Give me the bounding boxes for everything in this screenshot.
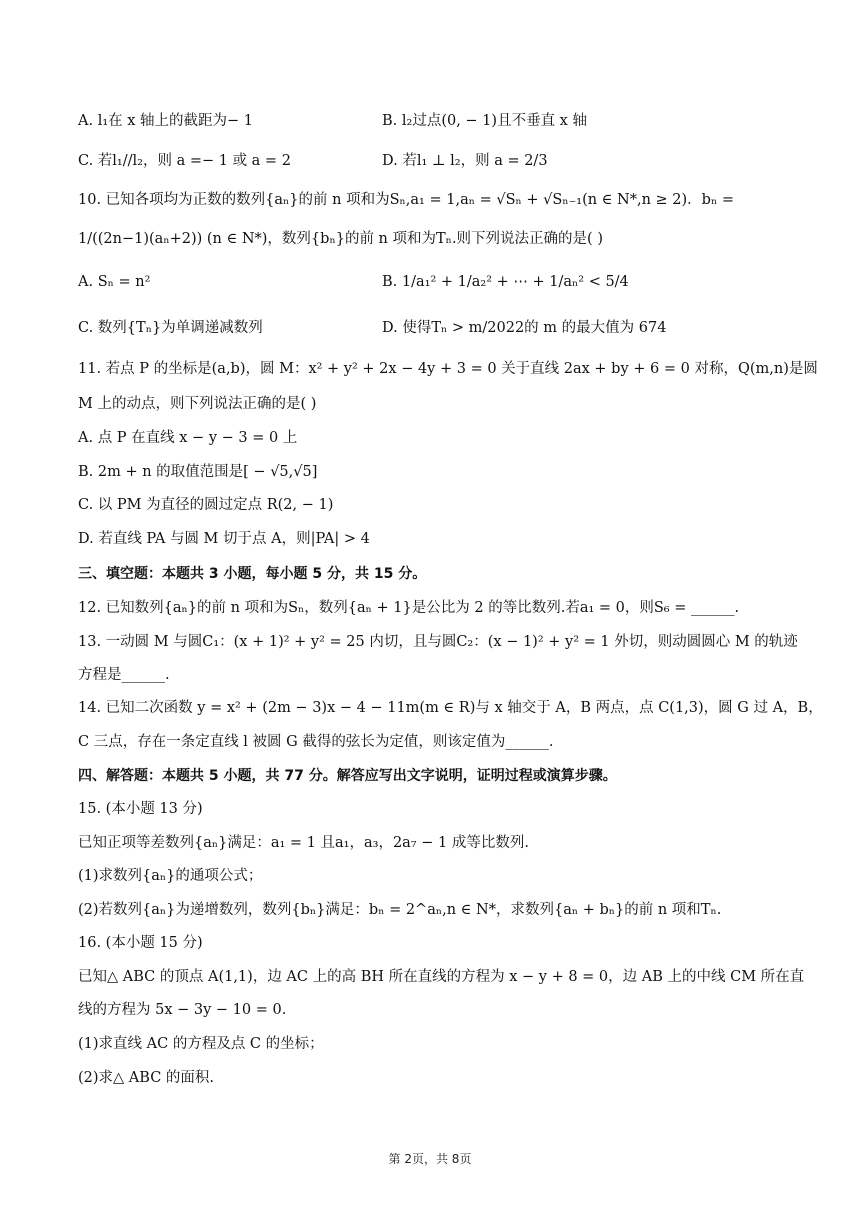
page-footer: 第 2页，共 8页 <box>388 1152 472 1166</box>
q9-option-d: D. 若l₁ ⊥ l₂，则 a = 2/3 <box>382 153 548 169</box>
q10-option-d: D. 使得Tₙ > m/2022的 m 的最大值为 674 <box>382 320 667 336</box>
q16-part1: (1)求直线 AC 的方程及点 C 的坐标； <box>78 1036 324 1052</box>
q11-option-b: B. 2m + n 的取值范围是[ − √5,√5] <box>78 464 318 480</box>
q13-line2: 方程是______. <box>78 667 170 683</box>
q15-header: 15. (本小题 13 分) <box>78 801 203 817</box>
q15-part2: (2)若数列{aₙ}为递增数列，数列{bₙ}满足：bₙ = 2^aₙ,n ∈ N*，求数列{aₙ + bₙ}的前 n 项和Tₙ. <box>78 902 722 918</box>
q10-stem-line2: 1/((2n−1)(aₙ+2)) (n ∈ N*)，数列{bₙ}的前 n 项和为Tₙ.则下列说法正确的是( ) <box>78 231 603 247</box>
q10-option-a: A. Sₙ = n² <box>78 274 151 290</box>
q9-option-a: A. l₁在 x 轴上的截距为− 1 <box>78 113 254 129</box>
q11-stem-line1: 11. 若点 P 的坐标是(a,b)，圆 M：x² + y² + 2x − 4y + 3 = 0 关于直线 2ax + by + 6 = 0 对称，Q(m,n)是圆 <box>78 361 818 377</box>
q14-line1: 14. 已知二次函数 y = x² + (2m − 3)x − 4 − 11m(m ∈ R)与 x 轴交于 A，B 两点，点 C(1,3)，圆 G 过 A，B， <box>78 700 823 716</box>
q15-part1: (1)求数列{aₙ}的通项公式； <box>78 868 263 884</box>
q16-stem-line1: 已知△ ABC 的顶点 A(1,1)，边 AC 上的高 BH 所在直线的方程为 x − y + 8 = 0，边 AB 上的中线 CM 所在直 <box>78 969 805 985</box>
q12-text: 12. 已知数列{aₙ}的前 n 项和为Sₙ，数列{aₙ + 1}是公比为 2 的等比数列.若a₁ = 0，则S₆ = ______. <box>78 600 740 616</box>
q10-option-c: C. 数列{Tₙ}为单调递减数列 <box>78 320 263 336</box>
q15-stem: 已知正项等差数列{aₙ}满足：a₁ = 1 且a₁，a₃，2a₇ − 1 成等比数列. <box>78 835 529 851</box>
q16-part2: (2)求△ ABC 的面积. <box>78 1070 215 1086</box>
q9-option-b: B. l₂过点(0, − 1)且不垂直 x 轴 <box>382 113 587 129</box>
section4-title: 四、解答题：本题共 5 小题，共 77 分。解答应写出文字说明，证明过程或演算步骤。 <box>78 768 617 784</box>
q16-stem-line2: 线的方程为 5x − 3y − 10 = 0. <box>78 1002 287 1018</box>
q11-option-c: C. 以 PM 为直径的圆过定点 R(2, − 1) <box>78 497 334 513</box>
q11-stem-line2: M 上的动点，则下列说法正确的是( ) <box>78 396 317 412</box>
q10-option-b: B. 1/a₁² + 1/a₂² + ⋯ + 1/aₙ² < 5/4 <box>382 274 629 290</box>
q14-line2: C 三点，存在一条定直线 l 被圆 G 截得的弦长为定值，则该定值为______. <box>78 734 554 750</box>
q13-line1: 13. 一动圆 M 与圆C₁：(x + 1)² + y² = 25 内切，且与圆C₂：(x − 1)² + y² = 1 外切，则动圆圆心 M 的轨迹 <box>78 634 798 650</box>
q9-option-c: C. 若l₁//l₂，则 a =− 1 或 a = 2 <box>78 153 291 169</box>
q11-option-a: A. 点 P 在直线 x − y − 3 = 0 上 <box>78 430 298 446</box>
q16-header: 16. (本小题 15 分) <box>78 935 203 951</box>
section3-title: 三、填空题：本题共 3 小题，每小题 5 分，共 15 分。 <box>78 566 427 582</box>
q10-stem-line1: 10. 已知各项均为正数的数列{aₙ}的前 n 项和为Sₙ,a₁ = 1,aₙ = √Sₙ + √Sₙ₋₁(n ∈ N*,n ≥ 2)．bₙ = <box>78 192 734 208</box>
q11-option-d: D. 若直线 PA 与圆 M 切于点 A，则|PA| > 4 <box>78 531 370 547</box>
